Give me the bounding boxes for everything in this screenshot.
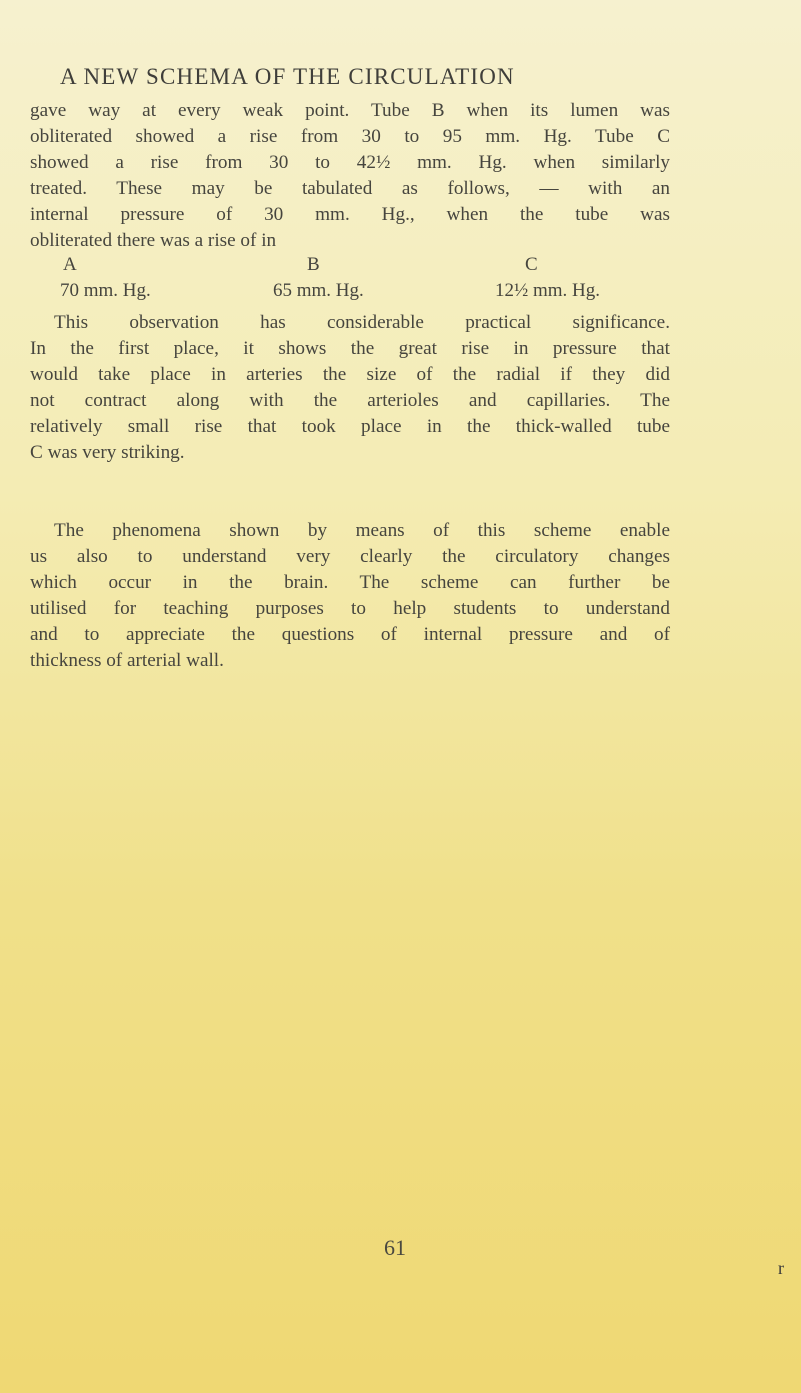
paragraph-line: C was very striking. [30,442,185,463]
paragraph-line: showed a rise from 30 to 42½ mm. Hg. when similarly [30,152,670,173]
paragraph-line: which occur in the brain. The scheme can further be [30,572,670,593]
paragraph-line: obliterated showed a rise from 30 to 95 mm. Hg. Tube C [30,126,670,147]
table-value-c: 12½ mm. Hg. [495,280,601,301]
paragraph-line: obliterated there was a rise of in [30,230,277,251]
paragraph-line: us also to understand very clearly the circulatory changes [30,546,670,567]
table-header-b: B [307,254,320,275]
paragraph-line: and to appreciate the questions of internal pressure and of [30,624,670,645]
paragraph-line: not contract along with the arterioles and capillaries. The [30,390,670,411]
paragraph-line: would take place in arteries the size of the radial if they did [30,364,670,385]
paragraph-line: The phenomena shown by means of this scheme enable [54,520,670,541]
paragraph-1 [30,98,670,254]
paragraph-line: internal pressure of 30 mm. Hg., when the tube was [30,204,670,225]
paragraph-line: gave way at every weak point. Tube B when its lumen was [30,100,670,121]
table-header-a: A [63,254,77,275]
page-number: 61 [384,1235,406,1260]
table-value-b: 65 mm. Hg. [273,280,364,301]
running-head: A NEW SCHEMA OF THE CIRCULATION [60,64,515,89]
paragraph-line: utilised for teaching purposes to help students to understand [30,598,670,619]
table-value-a: 70 mm. Hg. [60,280,151,301]
paragraph-line: thickness of arterial wall. [30,650,224,671]
stray-mark: r [778,1258,784,1278]
table-header-c: C [525,254,538,275]
paragraph-line: relatively small rise that took place in the thick-walled tube [30,416,670,437]
paragraph-2 [30,310,670,466]
paragraph-line: This observation has considerable practical significance. [54,312,670,333]
paragraph-3 [30,518,670,674]
paragraph-line: treated. These may be tabulated as follows, — with an [30,178,670,199]
paragraph-line: In the first place, it shows the great rise in pressure that [30,338,670,359]
